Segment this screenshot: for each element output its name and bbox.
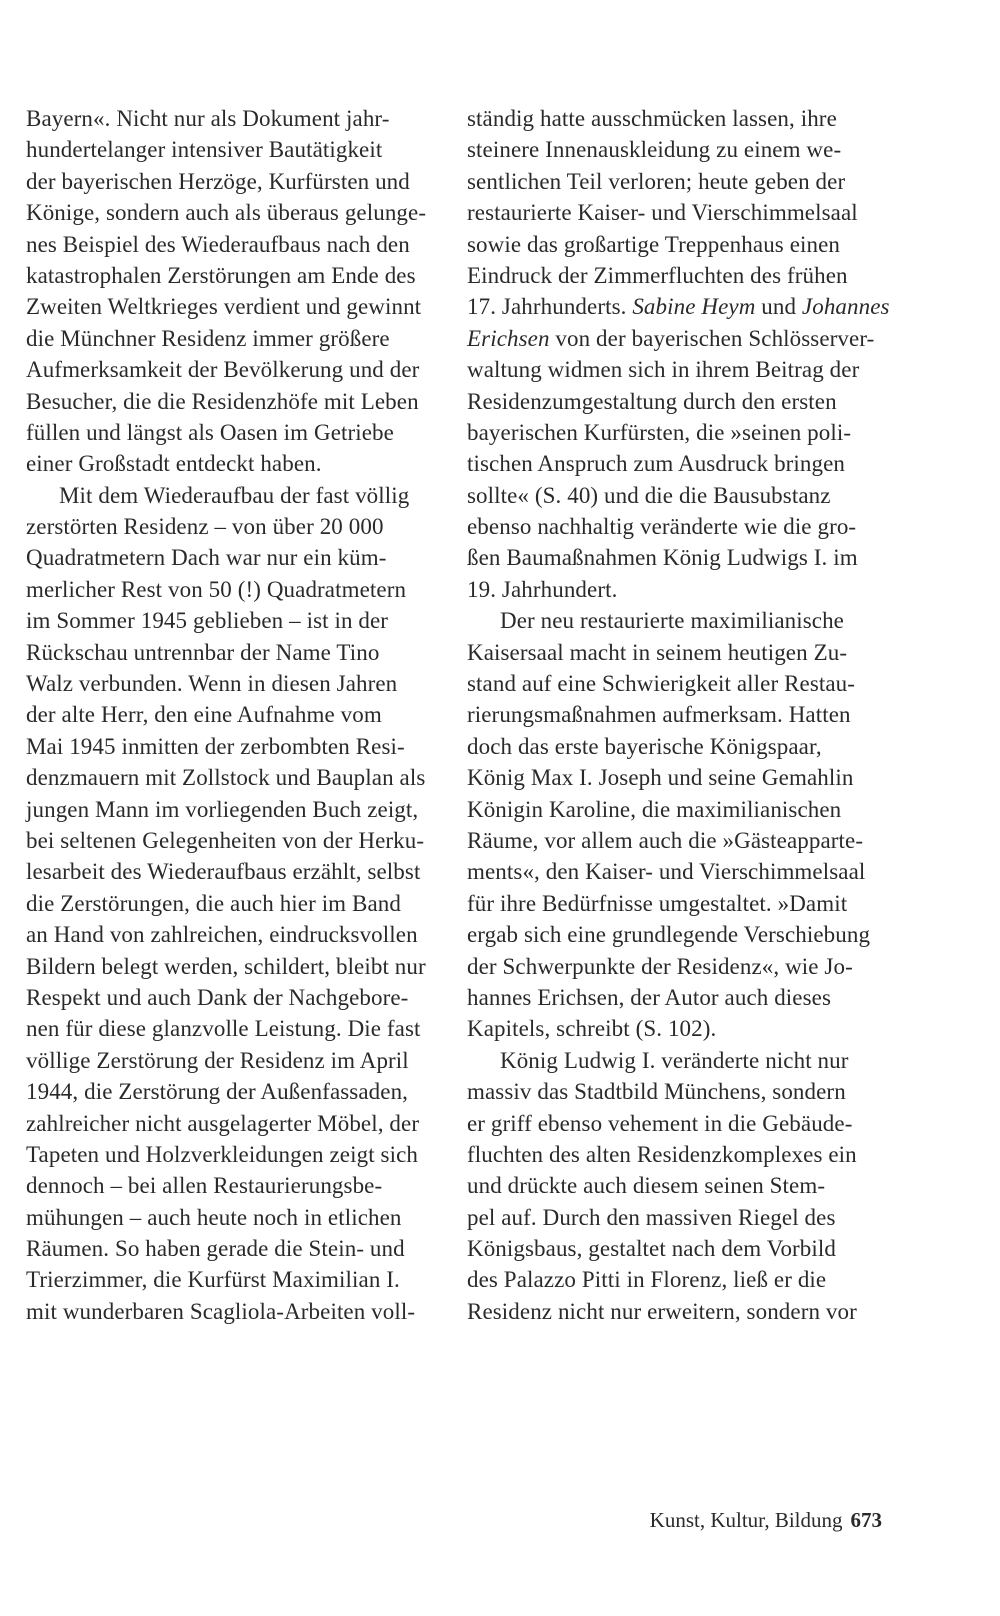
text-line: zahlreicher nicht ausgelagerter Möbel, der <box>26 1110 420 1136</box>
text-line: zerstörten Residenz – von über 20 000 <box>26 514 384 540</box>
text-line: merlicher Rest von 50 (!) Quadratmetern <box>26 576 407 602</box>
text-line: der Schwerpunkte der Residenz«, wie Jo- <box>467 953 853 979</box>
text-segment: von der bayerischen Schlösserver- <box>549 325 875 351</box>
text-line: rierungsmaßnahmen aufmerksam. Hatten <box>467 702 851 728</box>
right-text-column <box>467 103 890 1327</box>
text-line: einer Großstadt entdeckt haben. <box>26 451 322 477</box>
text-line: Bildern belegt werden, schildert, bleibt nur <box>26 953 426 979</box>
text-line: Zweiten Weltkrieges verdient und gewinnt <box>26 294 422 320</box>
text-line: sowie das großartige Treppenhaus einen <box>467 231 841 257</box>
text-line: Besucher, die die Residenzhöfe mit Leben <box>26 388 419 414</box>
text-line: sollte« (S. 40) und die die Bausubstanz <box>467 482 831 508</box>
text-line: der bayerischen Herzöge, Kurfürsten und <box>26 168 410 194</box>
text-line: ebenso nachhaltig veränderte wie die gro- <box>467 514 857 540</box>
text-line: ständig hatte ausschmücken lassen, ihre <box>467 106 837 131</box>
text-line: Trierzimmer, die Kurfürst Maximilian I. <box>26 1267 400 1293</box>
text-line: pel auf. Durch den massiven Riegel des <box>467 1204 836 1230</box>
text-line: nen für diese glanzvolle Leistung. Die fast <box>26 1016 421 1042</box>
text-line: im Sommer 1945 geblieben – ist in der <box>26 608 389 634</box>
italic-author-name: Erichsen <box>467 325 550 351</box>
text-line: König Max I. Joseph und seine Gemahlin <box>467 765 854 791</box>
text-line: Quadratmetern Dach war nur ein küm- <box>26 545 387 571</box>
text-line: Kaisersaal macht in seinem heutigen Zu- <box>467 639 848 665</box>
text-line: Walz verbunden. Wenn in diesen Jahren <box>26 671 398 697</box>
text-line <box>467 323 887 354</box>
text-line: Respekt und auch Dank der Nachgebore- <box>26 984 409 1010</box>
text-line: tischen Anspruch zum Ausdruck bringen <box>467 451 846 477</box>
text-segment: 17. Jahrhunderts. <box>467 294 633 320</box>
page-number: 673 <box>850 1508 882 1532</box>
text-line: dennoch – bei allen Restaurierungsbe- <box>26 1173 383 1199</box>
text-line: sentlichen Teil verloren; heute geben der <box>467 168 846 194</box>
text-line: Räume, vor allem auch die »Gästeapparte- <box>467 827 864 853</box>
text-line: ergab sich eine grundlegende Verschiebung <box>467 922 871 948</box>
text-line: denzmauern mit Zollstock und Bauplan als <box>26 765 426 791</box>
text-line: massiv das Stadtbild Münchens, sondern <box>467 1079 846 1105</box>
text-line: bayerischen Kurfürsten, die »seinen poli- <box>467 419 852 445</box>
text-line: stand auf eine Schwierigkeit aller Restau- <box>467 671 856 697</box>
text-line: hundertelanger intensiver Bautätigkeit <box>26 137 383 163</box>
text-line: Tapeten und Holzverkleidungen zeigt sich <box>26 1141 418 1167</box>
text-line: König Ludwig I. veränderte nicht nur <box>500 1047 849 1073</box>
text-line: Königsbaus, gestaltet nach dem Vorbild <box>467 1236 836 1262</box>
text-line: 19. Jahrhundert. <box>467 576 618 602</box>
text-line: der alte Herr, den eine Aufnahme vom <box>26 702 382 728</box>
text-line: ßen Baumaßnahmen König Ludwigs I. im <box>467 545 858 571</box>
text-line: Mit dem Wiederaufbau der fast völlig <box>59 482 410 508</box>
text-segment: und <box>755 294 802 320</box>
text-line: ments«, den Kaiser- und Vierschimmelsaal <box>467 859 866 885</box>
text-line: hannes Erichsen, der Autor auch dieses <box>467 984 832 1010</box>
text-line: mit wunderbaren Scagliola-Arbeiten voll- <box>26 1298 416 1324</box>
text-line: Königin Karoline, die maximilianischen <box>467 796 842 822</box>
text-line: die Münchner Residenz immer größere <box>26 325 390 351</box>
text-line: Rückschau untrennbar der Name Tino <box>26 639 380 665</box>
page-footer <box>650 1507 882 1533</box>
text-line: Kapitels, schreibt (S. 102). <box>467 1016 717 1042</box>
text-line: 1944, die Zerstörung der Außenfassaden, <box>26 1079 409 1105</box>
text-line: nes Beispiel des Wiederaufbaus nach den <box>26 231 410 257</box>
text-line: bei seltenen Gelegenheiten von der Herku- <box>26 827 425 853</box>
text-line: Der neu restaurierte maximilianische <box>500 608 844 634</box>
text-line: jungen Mann im vorliegenden Buch zeigt, <box>26 796 419 822</box>
text-line: Eindruck der Zimmerfluchten des frühen <box>467 262 848 288</box>
text-line: restaurierte Kaiser- und Vierschimmelsaal <box>467 200 858 226</box>
text-line: mühungen – auch heute noch in etlichen <box>26 1204 402 1230</box>
text-line: katastrophalen Zerstörungen am Ende des <box>26 262 416 288</box>
text-line: Aufmerksamkeit der Bevölkerung und der <box>26 357 420 383</box>
text-line: Mai 1945 inmitten der zerbombten Resi- <box>26 733 405 759</box>
text-line <box>467 291 890 322</box>
italic-author-name: Sabine Heym <box>632 294 756 320</box>
text-line: waltung widmen sich in ihrem Beitrag der <box>467 357 860 383</box>
text-line: Residenzumgestaltung durch den ersten <box>467 388 837 414</box>
text-line: an Hand von zahlreichen, eindrucksvollen <box>26 922 418 948</box>
text-line: er griff ebenso vehement in die Gebäude- <box>467 1110 853 1136</box>
text-line: die Zerstörungen, die auch hier im Band <box>26 890 401 916</box>
left-text-column <box>26 103 446 1327</box>
text-line: Räumen. So haben gerade die Stein- und <box>26 1236 405 1262</box>
text-line: doch das erste bayerische Königspaar, <box>467 733 822 759</box>
text-line: steinere Innenauskleidung zu einem we- <box>467 137 842 163</box>
text-line: fluchten des alten Residenzkomplexes ein <box>467 1141 857 1167</box>
text-line: für ihre Bedürfnisse umgestaltet. »Damit <box>467 890 848 916</box>
text-line: Bayern«. Nicht nur als Dokument jahr- <box>26 106 390 131</box>
text-line: Könige, sondern auch als überaus gelunge- <box>26 200 427 226</box>
text-line: füllen und längst als Oasen im Getriebe <box>26 419 394 445</box>
running-footer-section: Kunst, Kultur, Bildung <box>649 1508 843 1532</box>
text-line: völlige Zerstörung der Residenz im April <box>26 1047 409 1073</box>
text-line: des Palazzo Pitti in Florenz, ließ er die <box>467 1267 827 1293</box>
text-line: lesarbeit des Wiederaufbaus erzählt, selbst <box>26 859 421 885</box>
text-line: Residenz nicht nur erweitern, sondern vor <box>467 1298 857 1324</box>
text-line: und drückte auch diesem seinen Stem- <box>467 1173 826 1199</box>
italic-author-name: Johannes <box>801 294 890 320</box>
